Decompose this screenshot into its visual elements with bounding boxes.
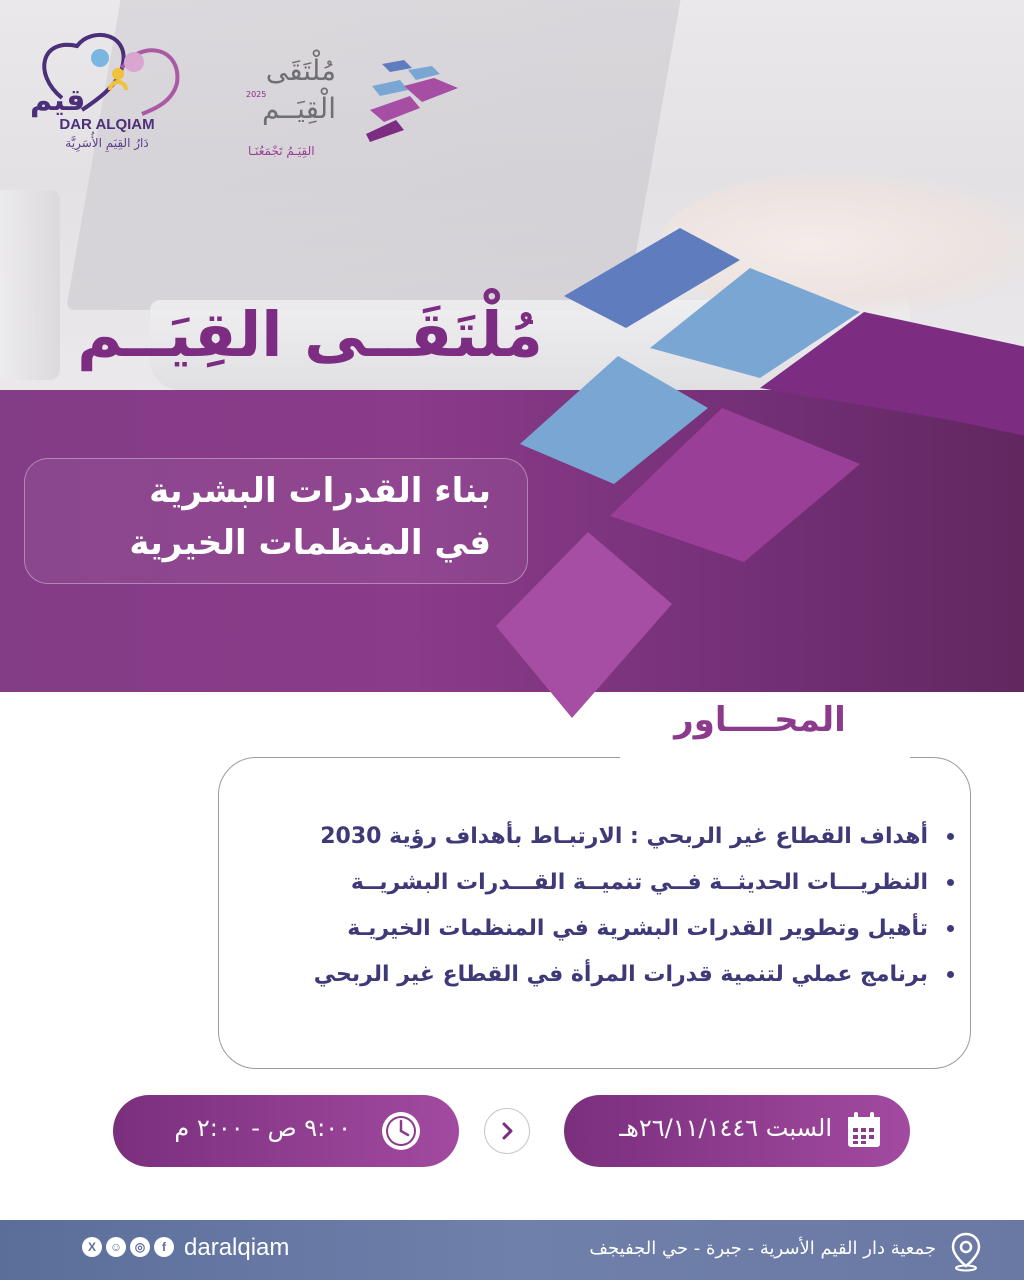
axes-heading: المحــــاور xyxy=(674,700,846,740)
footer-address: جمعية دار القيم الأسرية - جبرة - حي الجفيجف xyxy=(589,1238,936,1259)
decorative-tiles xyxy=(480,220,1024,730)
chevron-right-icon xyxy=(485,1109,529,1153)
logo-arabic-mark: قيم xyxy=(30,83,86,118)
event-date: السبت ٢٦/١١/١٤٤٦هـ xyxy=(619,1114,832,1142)
subtitle-line-2: في المنظمات الخيرية xyxy=(129,523,491,563)
calendar-icon xyxy=(844,1109,884,1151)
list-item: النظريـــات الحديثــة فــي تنميــة القـــدرات البشريــة xyxy=(230,860,956,906)
x-icon[interactable]: X xyxy=(82,1237,102,1257)
chevron-button[interactable] xyxy=(484,1108,530,1154)
subtitle-box xyxy=(24,458,528,584)
logo-title: DAR ALQIAM xyxy=(59,116,155,133)
date-pill xyxy=(564,1095,910,1167)
instagram-icon[interactable]: ◎ xyxy=(130,1237,150,1257)
list-item: تأهيل وتطوير القدرات البشرية في المنظمات الخيريـة xyxy=(230,906,956,952)
list-item: أهداف القطاع غير الربحي : الارتبـاط بأهداف رؤية 2030 xyxy=(230,814,956,860)
logo-slogan: القِيَـمُ تَجْمَعُنَـا xyxy=(248,144,315,158)
axes-box-gap xyxy=(620,750,910,764)
clock-icon xyxy=(379,1109,423,1153)
event-time: ٩:٠٠ ص - ٢:٠٠ م xyxy=(174,1114,351,1142)
list-item: برنامج عملي لتنمية قدرات المرأة في القطاع غير الربحي xyxy=(230,952,956,998)
logo-subtitle: دَارُ القِيَمِ الأُسَرِيَّة xyxy=(65,136,149,150)
subtitle-line-1: بناء القدرات البشرية xyxy=(149,471,491,511)
family-heart-icon xyxy=(22,28,192,118)
multaqa-logo xyxy=(238,48,468,178)
logo-name-line2: الْقِيَــم xyxy=(262,92,336,125)
facebook-icon[interactable]: f xyxy=(154,1237,174,1257)
event-title: مُلْتَقَــى القِيَــم xyxy=(77,298,543,371)
time-pill xyxy=(113,1095,459,1167)
footer xyxy=(0,1220,1024,1280)
logo-year: 2025 xyxy=(246,90,267,99)
location-pin-icon xyxy=(948,1230,984,1272)
social-handle[interactable]: daralqiam xyxy=(184,1234,290,1261)
logo-name-line1: مُلْتَقَى xyxy=(265,54,336,87)
axes-list xyxy=(230,814,956,998)
snapchat-icon[interactable]: ☺ xyxy=(106,1237,126,1257)
dar-alqiam-logo xyxy=(22,28,192,168)
tiles-logo-icon xyxy=(360,56,460,146)
